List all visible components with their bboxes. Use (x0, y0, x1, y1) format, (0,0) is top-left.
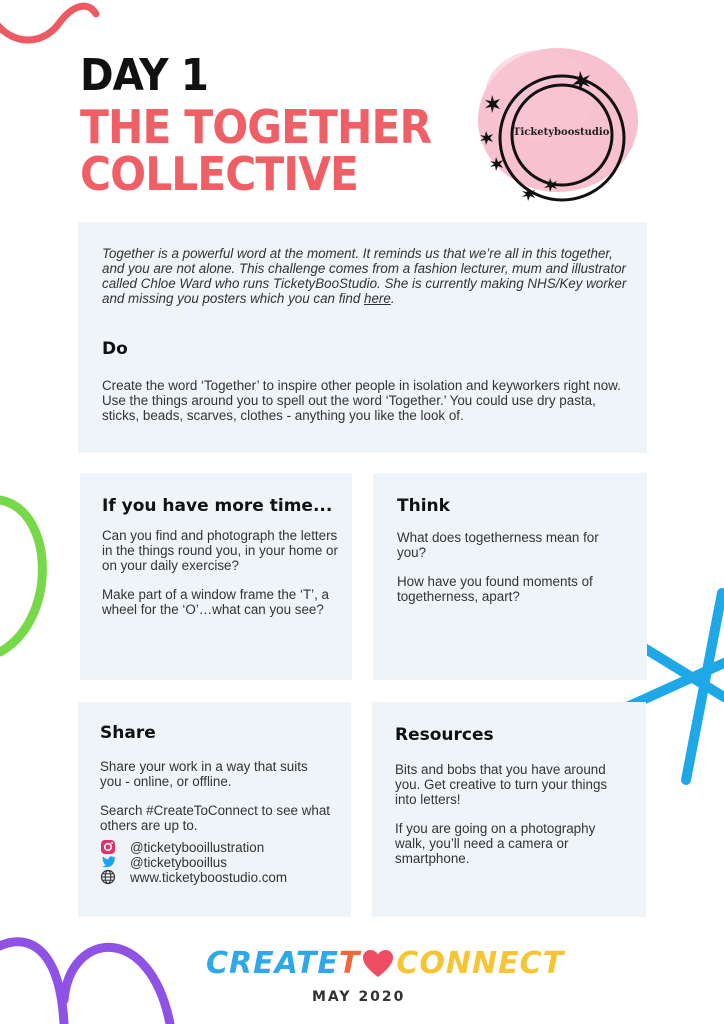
think-p2: How have you found moments of togetherness, apart? (397, 574, 593, 604)
instagram-row[interactable] (100, 839, 264, 855)
think-heading: Think (397, 496, 450, 516)
resources-p2: If you are going on a photography walk, you’ll need a camera or smartphone. (395, 821, 596, 866)
website-row[interactable] (100, 869, 287, 885)
heart-icon (362, 949, 394, 979)
intro-body: Together is a powerful word at the moment. It reminds us that we’re all in this together, and you are not alone. This challenge comes from a fashion lecturer, mum and illustrator called Chloe Ward who runs TicketyBooStudio. She is currently making NHS/Key worker and missing you posters which you can find (102, 246, 627, 306)
challenge-title (80, 100, 432, 201)
footer-connect: CONNECT (396, 946, 565, 981)
challenge-title-line1: THE TOGETHER (80, 100, 432, 154)
resources-heading: Resources (395, 725, 494, 745)
share-p1: Share your work in a way that suits you - online, or offline. (100, 759, 308, 789)
more-time-heading: If you have more time... (102, 496, 333, 516)
do-heading: Do (102, 339, 128, 359)
here-link[interactable]: here (364, 291, 391, 306)
globe-icon (100, 869, 116, 885)
resources-p1: Bits and bobs that you have around you. Get creative to turn your things into letters! (395, 762, 608, 807)
ticketyboo-logo (470, 35, 650, 215)
twitter-row[interactable] (100, 854, 227, 870)
create-to-connect-logo (206, 946, 564, 981)
do-text: Create the word ‘Together’ to inspire other people in isolation and keyworkers right now. Use the things around you to spell out the word ‘Together.’ You could use dry pasta, sticks, beads, scarves, clothes - anything you like the look of. (102, 378, 621, 423)
purple-arch-decoration (0, 930, 200, 1024)
more-time-p2: Make part of a window frame the ‘T’, a wheel for the ‘O’…what can you see? (102, 587, 329, 617)
day-title: DAY 1 (80, 50, 209, 101)
green-arc-decoration (0, 480, 60, 670)
intro-tail: . (390, 291, 395, 306)
twitter-icon (100, 854, 116, 870)
share-heading: Share (100, 723, 156, 743)
intro-text (102, 246, 630, 306)
challenge-title-line2: COLLECTIVE (80, 147, 359, 201)
instagram-handle: @ticketybooillustration (130, 839, 265, 855)
red-squiggle-decoration (0, 0, 110, 50)
footer-t: T (338, 946, 361, 981)
more-time-p1: Can you find and photograph the letters in the things round you, in your home or on your daily exercise? (102, 528, 338, 573)
website-url: www.ticketyboostudio.com (130, 869, 288, 885)
twitter-handle: @ticketybooillus (130, 854, 227, 870)
footer-create: CREATE (206, 946, 339, 981)
think-p1: What does togetherness mean for you? (397, 530, 599, 560)
footer-date: MAY 2020 (312, 989, 406, 1005)
instagram-icon (100, 839, 116, 855)
logo-text: Ticketyboostudio (513, 127, 610, 138)
share-p2: Search #CreateToConnect to see what others are up to. (100, 803, 331, 833)
